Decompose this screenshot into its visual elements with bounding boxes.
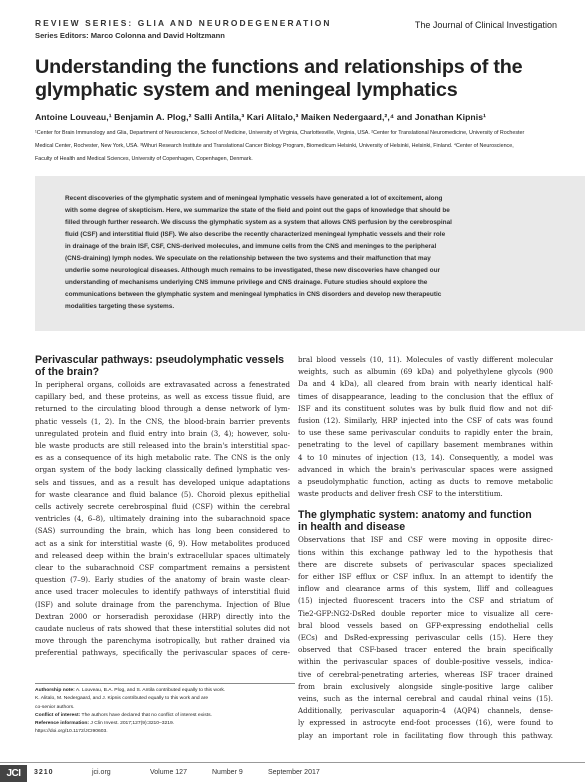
series-editors: Series Editors: Marco Colonna and David Holtzmann (35, 31, 225, 40)
body-line: and released deep within the brain's extracellular spaces ultimately (35, 550, 290, 560)
body-line: caudate nucleus of rats showed that these interstitial solutes did not (35, 624, 290, 634)
body-line: es as a consequence of its high metabolic rate. The CNS is the only (35, 453, 290, 463)
affiliation-line: Faculty of Health and Medical Sciences, University of Copenhagen, Copenhagen, Denmark. (35, 156, 253, 162)
issue-date: September 2017 (268, 769, 320, 776)
footer-rule (0, 762, 585, 763)
body-line: bral blood vessels (10, 11). Molecules of vastly different molecular (298, 355, 553, 364)
body-line: fusion (12). Similarly, HRP injected into the CSF of cats was found (298, 416, 553, 426)
body-line: ly expressed in astrocyte end-foot processes (16), were found to (298, 718, 553, 728)
note-text: J Clin Invest. 2017;127(9):3210–3219. (89, 721, 175, 727)
abstract-line: communications between the glymphatic system and meningeal lymphatics in CNS disorders and develop new therapeutic (65, 290, 442, 298)
body-line: bral blood vessels based on GFP-expressing endothelial cells (298, 620, 553, 630)
body-line: inflow and clearance arms of this system, Iliff and colleagues (298, 584, 553, 594)
affiliations (35, 127, 565, 166)
body-line: question (7–9). Early studies of the anatomy of brain waste clear- (35, 575, 290, 585)
body-line: (SAS) surrounding the brain, which has long been considered to (35, 526, 290, 536)
note-label: Conflict of interest: (35, 712, 81, 718)
body-line: to use these same perivascular conduits to rapidly enter the brain, (298, 428, 553, 438)
body-line: play an important role in facilitating flow through this pathway. (298, 730, 553, 740)
body-line: organ system of the body lacking classically defined lymphatic ves- (35, 465, 290, 475)
body-line: there are discrete subsets of perivascular spaces specialized (298, 559, 553, 569)
note-text: The authors have declared that no conflict of interest exists. (80, 712, 212, 718)
body-line: penetrating to the level of capillary basement membranes within (298, 440, 553, 450)
body-line: a pseudolymphatic function, acting as ducts to remove metabolic (298, 477, 553, 487)
body-line: tive of cerebral-penetrating arteries, whereas ISF tracer drained (298, 669, 553, 679)
conflict-note (35, 712, 295, 720)
body-line: Observations that ISF and CSF were moving in opposite direc- (298, 535, 553, 545)
volume: Volume 127 (150, 769, 187, 776)
article-title (35, 56, 565, 102)
title-line-2: glymphatic system and meningeal lymphatics (35, 79, 458, 101)
body-line: Dextran 2000 or horseradish peroxidase (HRP) directly into the (35, 611, 290, 621)
affiliation-line: ¹Center for Brain Immunology and Glia, Department of Neuroscience, School of Medicine, University of Virginia, Charlottesville, Virginia, USA. ²Center for Translational Neuromedicine, University of Rochester (35, 130, 525, 136)
section-heading-glymphatic (298, 509, 553, 533)
right-body-text-b (298, 534, 553, 741)
abstract-line: fluid (CSF) and interstitial fluid (ISF). We also describe the recently characterized meningeal lymphatic vessels and their role (65, 230, 446, 238)
reference-note (35, 720, 295, 728)
issue-number: Number 9 (212, 769, 243, 776)
note-label: Reference information: (35, 721, 90, 727)
body-line: advanced in which the brain's perivascular spaces were assigned (298, 464, 553, 474)
body-line: veins, such as the internal cerebral and caudal rhinal veins (15). (298, 694, 553, 704)
body-line: unregulated protein and fluid entry into brain (3, 4); however, solu- (35, 428, 290, 438)
body-line: preferential pathways, specifically the perivascular spaces of cere- (35, 648, 290, 658)
body-line: move through the parenchyma isotropically, but rather drained via (35, 636, 290, 646)
authorship-note-cont: co-senior authors. (35, 704, 75, 710)
abstract-line: with some degree of skepticism. Here, we summarize the state of the field and point out the gaps of knowledge that should be (65, 206, 450, 214)
body-line: In peripheral organs, colloids are extravasated across a fenestrated (35, 380, 290, 389)
body-line: 4 to 10 minutes of injection (13, 14). Consequently, a model was (298, 452, 553, 462)
body-column-right (298, 354, 553, 742)
abstract-line: (CNS-draining) lymph nodes. We speculate on the relationship between the two systems and their malfunction that may (65, 254, 431, 262)
heading-line: Perivascular pathways: pseudolymphatic vessels (35, 354, 285, 366)
abstract-line: understanding of mechanisms underlying CNS immune privilege and CNS drainage. Future studies should explore the (65, 278, 428, 286)
abstract-line: underlie some neurological diseases. Although much remains to be investigated, these new discoveries have changed our (65, 266, 441, 274)
series-header (35, 18, 332, 40)
jci-logo: JCI (0, 765, 27, 782)
body-line: Da and 4 kDa), all cleared from brain with nearly identical half- (298, 379, 553, 389)
heading-line: The glymphatic system: anatomy and function (298, 509, 532, 522)
heading-line: in health and disease (298, 521, 406, 534)
abstract-line: filled through further research. We discuss the glymphatic system as a system that allows CNS perfusion by the cerebrospinal (65, 218, 452, 226)
abstract-line: Recent discoveries of the glymphatic system and of meningeal lymphatic vessels have generated a lot of excitement, along (65, 195, 443, 202)
body-line: from brain exclusively alongside single-positive large caliber (298, 681, 553, 691)
body-line: clear to the subarachnoid CSF compartment remains a persistent (35, 563, 290, 573)
body-line: observed that CSF-based tracer entered the brain specifically (298, 645, 553, 655)
section-heading-perivascular (35, 354, 290, 378)
body-line: for waste clearance and fluid balance (5). Choroid plexus epithelial (35, 489, 290, 499)
body-line: act as a sink for interstitial waste (6, 9). How metabolites produced (35, 538, 290, 548)
right-body-text-a (298, 354, 553, 500)
body-line: cells actively secrete cerebrospinal fluid (CSF) within the cerebral (35, 502, 290, 512)
abstract-line: in drainage of the brain ISF, CSF, CNS-derived molecules, and immune cells from the CNS and meninges to the peripheral (65, 242, 437, 250)
body-line: waste products and deliver fresh CSF to the interstitium. (298, 489, 503, 499)
body-line: ble waste products are still released into the brain's interstitial spac- (35, 441, 290, 451)
body-line: (ECs) and DsRed-expressing perivascular cells (15). Here they (298, 633, 553, 643)
abstract-line: modalities targeting these systems. (65, 302, 175, 310)
body-line: ISF and its constituent solutes was by bulk fluid flow and not dif- (298, 403, 553, 413)
note-label: Authorship note: (35, 688, 75, 693)
body-line: ance used tracer molecules to identify pathways of interstitial fluid (35, 587, 290, 597)
site-link[interactable]: jci.org (92, 769, 111, 776)
journal-name: The Journal of Clinical Investigation (414, 20, 557, 30)
footnotes (35, 683, 295, 737)
body-line: Additionally, perivascular aquaporin-4 (AQP4) channels, dense- (298, 706, 553, 716)
body-line: sels and tissues, and as a result has developed unique adaptations (35, 477, 290, 487)
body-column-left (35, 354, 290, 660)
body-line: times of disappearance, leading to the conclusion that the efflux of (298, 391, 553, 401)
body-line: weights, such as albumin (69 kDa) and polyethylene glycols (900 (298, 367, 553, 377)
left-body-text (35, 379, 290, 660)
page-number: 3210 (34, 769, 54, 776)
authorship-note-cont: K. Alitalo, M. Nedergaard, and J. Kipnis contributed equally to this work and are (35, 696, 209, 702)
body-line: returned to the circulating blood through a dense network of lym- (35, 404, 290, 414)
body-line: (ISF) and solute drainage from the parenchyma. Injection of Blue (35, 599, 290, 609)
body-line: capillary bed, and these proteins, as well as excess tissue fluid, are (35, 392, 290, 402)
authorship-note (35, 687, 295, 695)
body-line: phatic vessels (1, 2). In the CNS, the blood-brain barrier prevents (35, 416, 290, 426)
page-footer (0, 762, 585, 783)
author-list: Antoine Louveau,¹ Benjamin A. Plog,² Salli Antila,³ Kari Alitalo,³ Maiken Nedergaard,²,⁴ and Jonathan Kipnis¹ (35, 112, 487, 122)
abstract (65, 193, 527, 313)
body-line: within the perivascular spaces of double-positive vessels, indica- (298, 657, 553, 667)
heading-line: of the brain? (35, 366, 100, 378)
affiliation-line: Medical Center, Rochester, New York, USA. ³Wihuri Research Institute and Translational Cancer Biology Program, Biomedicum Helsinki, University of Helsinki, Helsinki, Finland. ⁴Center of Neuroscience, (35, 143, 514, 149)
doi-link[interactable]: https://doi.org/10.1172/JCI90603. (35, 729, 108, 735)
title-line-1: Understanding the functions and relationships of the (35, 56, 523, 78)
body-line: Tie2-GFP:NG2-DsRed double reporter mice to visualize all cere- (298, 608, 553, 618)
body-line: tions within this exchange pathway led to the hypothesis that (298, 547, 553, 557)
body-line: for either ISF efflux or CSF influx. In an attempt to identify the (298, 572, 553, 582)
note-text: A. Louveau, B.A. Plog, and S. Antila contributed equally to this work. (74, 688, 226, 693)
body-line: ventricles (4, 6–8), ultimately draining into the subarachnoid space (35, 514, 290, 524)
review-series-label: REVIEW SERIES: GLIA AND NEURODEGENERATION (35, 18, 332, 28)
body-line: (15) injected fluorescent tracers into the CSF and striatum of (298, 596, 553, 606)
